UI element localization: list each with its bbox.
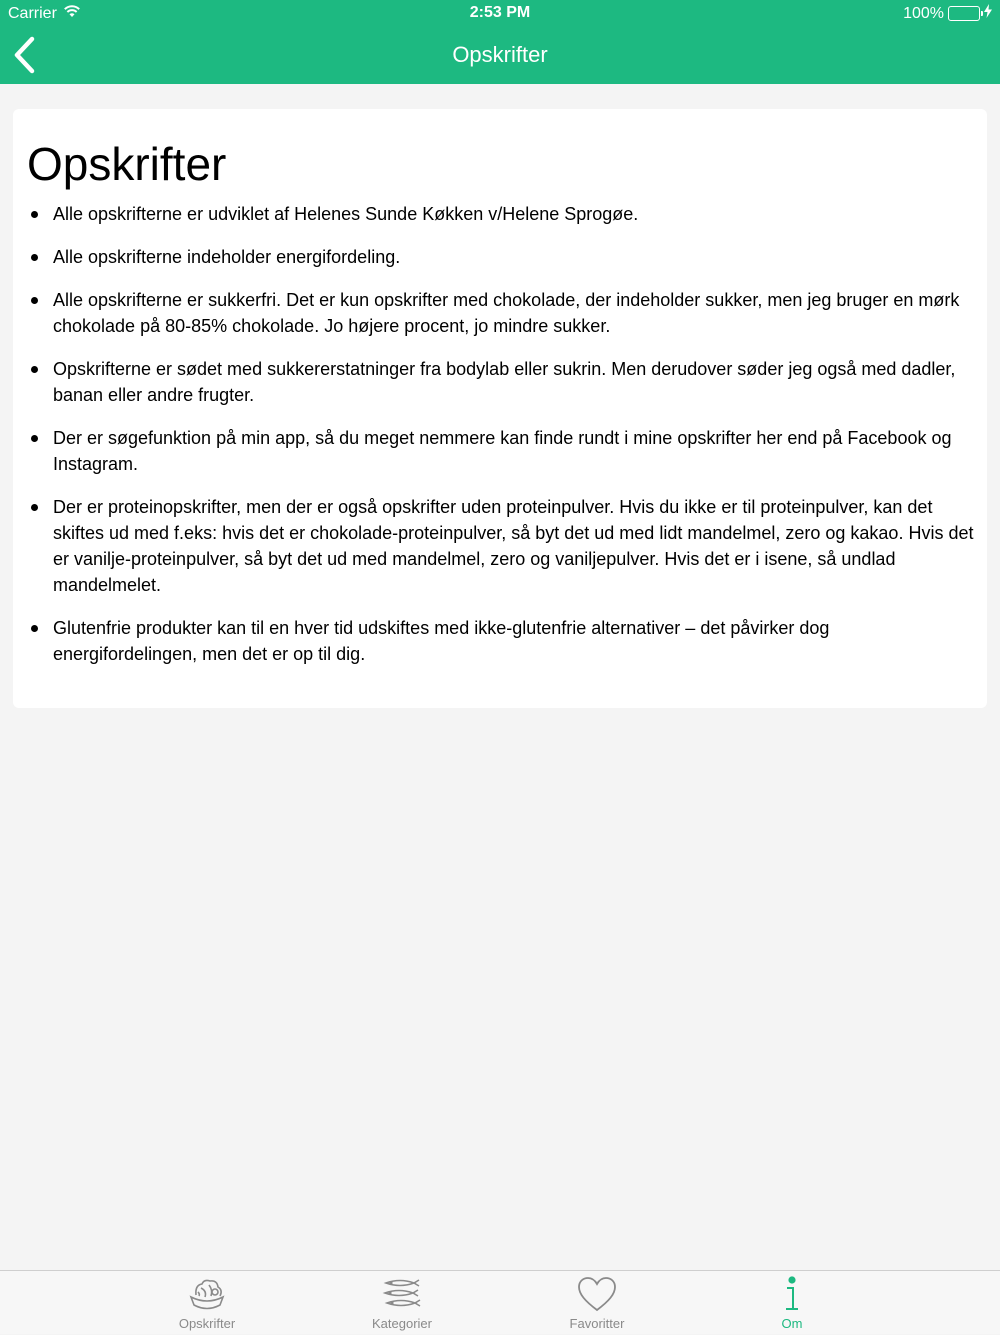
- list-item: Glutenfrie produkter kan til en hver tid udskiftes med ikke-glutenfrie alternativer – det påvirker dog energifordelingen, men det er op til dig.: [27, 615, 975, 667]
- fish-stack-icon: [382, 1275, 422, 1315]
- tab-bar: [0, 1270, 1000, 1334]
- tab-label: Kategorier: [372, 1316, 432, 1331]
- salad-bowl-icon: [187, 1275, 227, 1315]
- info-bullet-list: [27, 201, 975, 684]
- page-title: Opskrifter: [452, 42, 548, 67]
- navigation-bar: [0, 0, 1000, 84]
- tab-label: Om: [781, 1316, 803, 1331]
- list-item: Alle opskrifterne er sukkerfri. Det er kun opskrifter med chokolade, der indeholder sukker, men jeg bruger en mørk chokolade på 80-85% chokolade. Jo højere procent, jo mindre sukker.: [27, 287, 975, 339]
- tab-label: Opskrifter: [178, 1316, 236, 1331]
- content-card: [13, 109, 987, 708]
- list-item: Opskrifterne er sødet med sukkererstatninger fra bodylab eller sukrin. Men derudover søder jeg også med dadler, banan eller andre frugter.: [27, 356, 975, 408]
- tab-kategorier[interactable]: [342, 1271, 462, 1335]
- list-item: Alle opskrifterne indeholder energifordeling.: [27, 244, 975, 270]
- tab-om[interactable]: [732, 1271, 852, 1335]
- list-item: Der er søgefunktion på min app, så du meget nemmere kan finde rundt i mine opskrifter her end på Facebook og Instagram.: [27, 425, 975, 477]
- heart-icon: [577, 1275, 617, 1315]
- tab-favoritter[interactable]: [537, 1271, 657, 1335]
- tab-label: Favoritter: [569, 1316, 625, 1331]
- battery-percent: 100%: [903, 4, 944, 22]
- charging-bolt-icon: [984, 4, 992, 23]
- status-time: 2:53 PM: [469, 4, 531, 21]
- info-icon: [772, 1275, 812, 1315]
- status-battery: [903, 4, 992, 23]
- carrier-label: Carrier: [8, 4, 57, 22]
- content-heading: Opskrifter: [27, 138, 227, 190]
- list-item: Der er proteinopskrifter, men der er også opskrifter uden proteinpulver. Hvis du ikke er til proteinpulver, kan det skiftes ud med f.eks: hvis det er chokolade-proteinpulver, så byt det ud med lidt mandelmel, zero og kakao. Hvis det er vanilje-proteinpulver, så byt det ud med mandelmel, zero og vaniljepulver. Hvis det er i isene, så undlad mandelmelet.: [27, 494, 975, 598]
- battery-icon: [948, 6, 980, 21]
- list-item: Alle opskrifterne er udviklet af Helenes Sunde Køkken v/Helene Sprogøe.: [27, 201, 975, 227]
- tab-opskrifter[interactable]: [147, 1271, 267, 1335]
